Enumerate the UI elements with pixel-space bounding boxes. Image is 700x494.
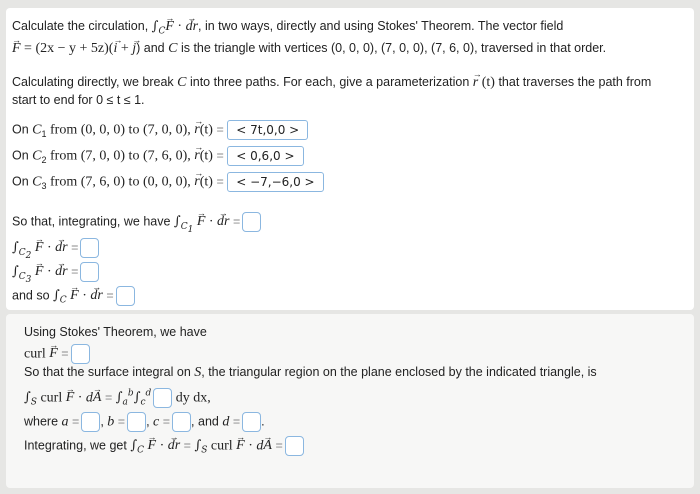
direct-line-1: Calculating directly, we break C into three paths. For each, give a parameterization r → (t) that traverses the path from: [12, 74, 651, 91]
path-2-answer-input[interactable]: < 0,6,0 >: [227, 146, 303, 166]
path-row-2: On $C_2$ from (7, 0, 0) to (7, 6, 0), r →(t) = < 0,6,0 >: [12, 146, 304, 168]
problem-line-1: Calculate the circulation, $\int_CF$ → · dr →, in two ways, directly and using Stokes' Theorem. The vector field: [12, 18, 563, 40]
integral-c2-row: $\int_{C_2}$ F → · dr → =: [12, 238, 99, 264]
path-row-3: On $C_3$ from (7, 6, 0) to (0, 0, 0), r →(t) = < −7,−6,0 >: [12, 172, 324, 194]
surface-line: So that the surface integral on S, the triangular region on the plane enclosed by the indicated triangle, is: [24, 365, 597, 380]
curl-row: curl F → =: [24, 344, 90, 364]
integral-c1-row: So that, integrating, we have $\int_{C_1}$ F → · dr → =: [12, 212, 261, 238]
final-answer-input[interactable]: [285, 436, 304, 456]
integral-c2-input[interactable]: [80, 238, 99, 258]
surface-integral-row: $\int_S$ curl F → · dA → = $\int_a^b\int_c^d$ dy dx,: [24, 386, 211, 411]
bounds-row: where a = , b = , c = , and d = .: [24, 412, 265, 432]
stokes-intro: Using Stokes' Theorem, we have: [24, 325, 207, 339]
integral-total-input[interactable]: [116, 286, 135, 306]
problem-line-2: F → = (2x − y + 5z)(i → + j →) and C is the triangle with vertices (0, 0, 0), (7, 0, 0), (7, 6, 0), traversed in that order.: [12, 40, 606, 57]
bound-b-input[interactable]: [127, 412, 146, 432]
direct-line-2: start to end for 0 ≤ t ≤ 1.: [12, 93, 145, 107]
integral-c1-input[interactable]: [242, 212, 261, 232]
final-row: Integrating, we get $\int_C$ F → · dr → = $\int_S$ curl F → · dA → =: [24, 436, 304, 459]
integral-total-row: and so $\int_C$ F → · dr → =: [12, 286, 135, 309]
curl-input[interactable]: [71, 344, 90, 364]
path-3-answer-input[interactable]: < −7,−6,0 >: [227, 172, 323, 192]
path-1-answer-input[interactable]: < 7t,0,0 >: [227, 120, 308, 140]
bound-a-input[interactable]: [81, 412, 100, 432]
path-row-1: On $C_1$ from (0, 0, 0) to (7, 0, 0), r →(t) = < 7t,0,0 >: [12, 120, 308, 142]
integral-c3-row: $\int_{C_3}$ F → · dr → =: [12, 262, 99, 288]
integrand-input[interactable]: [153, 388, 172, 408]
